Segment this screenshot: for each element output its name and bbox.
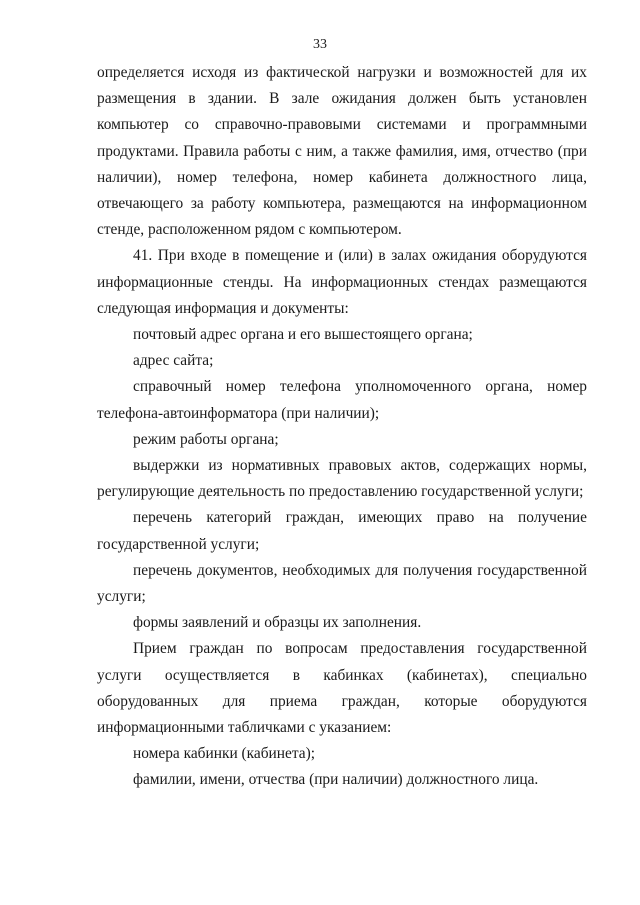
list-item-phone: справочный номер телефона уполномоченного органа, номер телефона-автоинформатора (при наличии); — [97, 378, 587, 422]
list-item-required-documents: перечень документов, необходимых для получения государственной услуги; — [97, 561, 587, 606]
document-body — [97, 60, 587, 794]
list-item-cabin-number: номера кабинки (кабинета); — [133, 745, 316, 763]
paragraph-continued: определяется исходя из фактической нагрузки и возможностей для их размещения в здании. В зале ожидания должен быть установлен компьютер со справочно-правовыми системами и программными продуктами. Правила работы с ним, а также фамилия, имя, отчество (при наличии), номер телефона, номер кабинета должностного лица, отвечающего за работу компьютера, размещаются на информационном стенде, расположенном рядом с компьютером. — [97, 64, 587, 239]
list-item-application-forms: формы заявлений и образцы их заполнения. — [133, 614, 422, 632]
page-number: 33 — [313, 37, 327, 52]
list-item-official-name: фамилии, имени, отчества (при наличии) должностного лица. — [133, 771, 539, 789]
list-item-work-schedule: режим работы органа; — [133, 430, 279, 448]
list-item-postal-address: почтовый адрес органа и его вышестоящего органа; — [133, 326, 473, 344]
list-item-citizen-categories: перечень категорий граждан, имеющих право на получение государственной услуги; — [97, 509, 587, 553]
paragraph-41: 41. При входе в помещение и (или) в залах ожидания оборудуются информационные стенды. На информационных стендах размещаются следующая информация и документы: — [97, 247, 587, 317]
paragraph-reception: Прием граждан по вопросам предоставления государственной услуги осуществляется в кабинках (кабинетах), специально оборудованных для приема граждан, которые оборудуются информационными табличками с указанием: — [97, 640, 587, 737]
list-item-legal-extracts: выдержки из нормативных правовых актов, содержащих нормы, регулирующие деятельность по предоставлению государственной услуги; — [97, 457, 587, 501]
list-item-website: адрес сайта; — [133, 352, 214, 370]
